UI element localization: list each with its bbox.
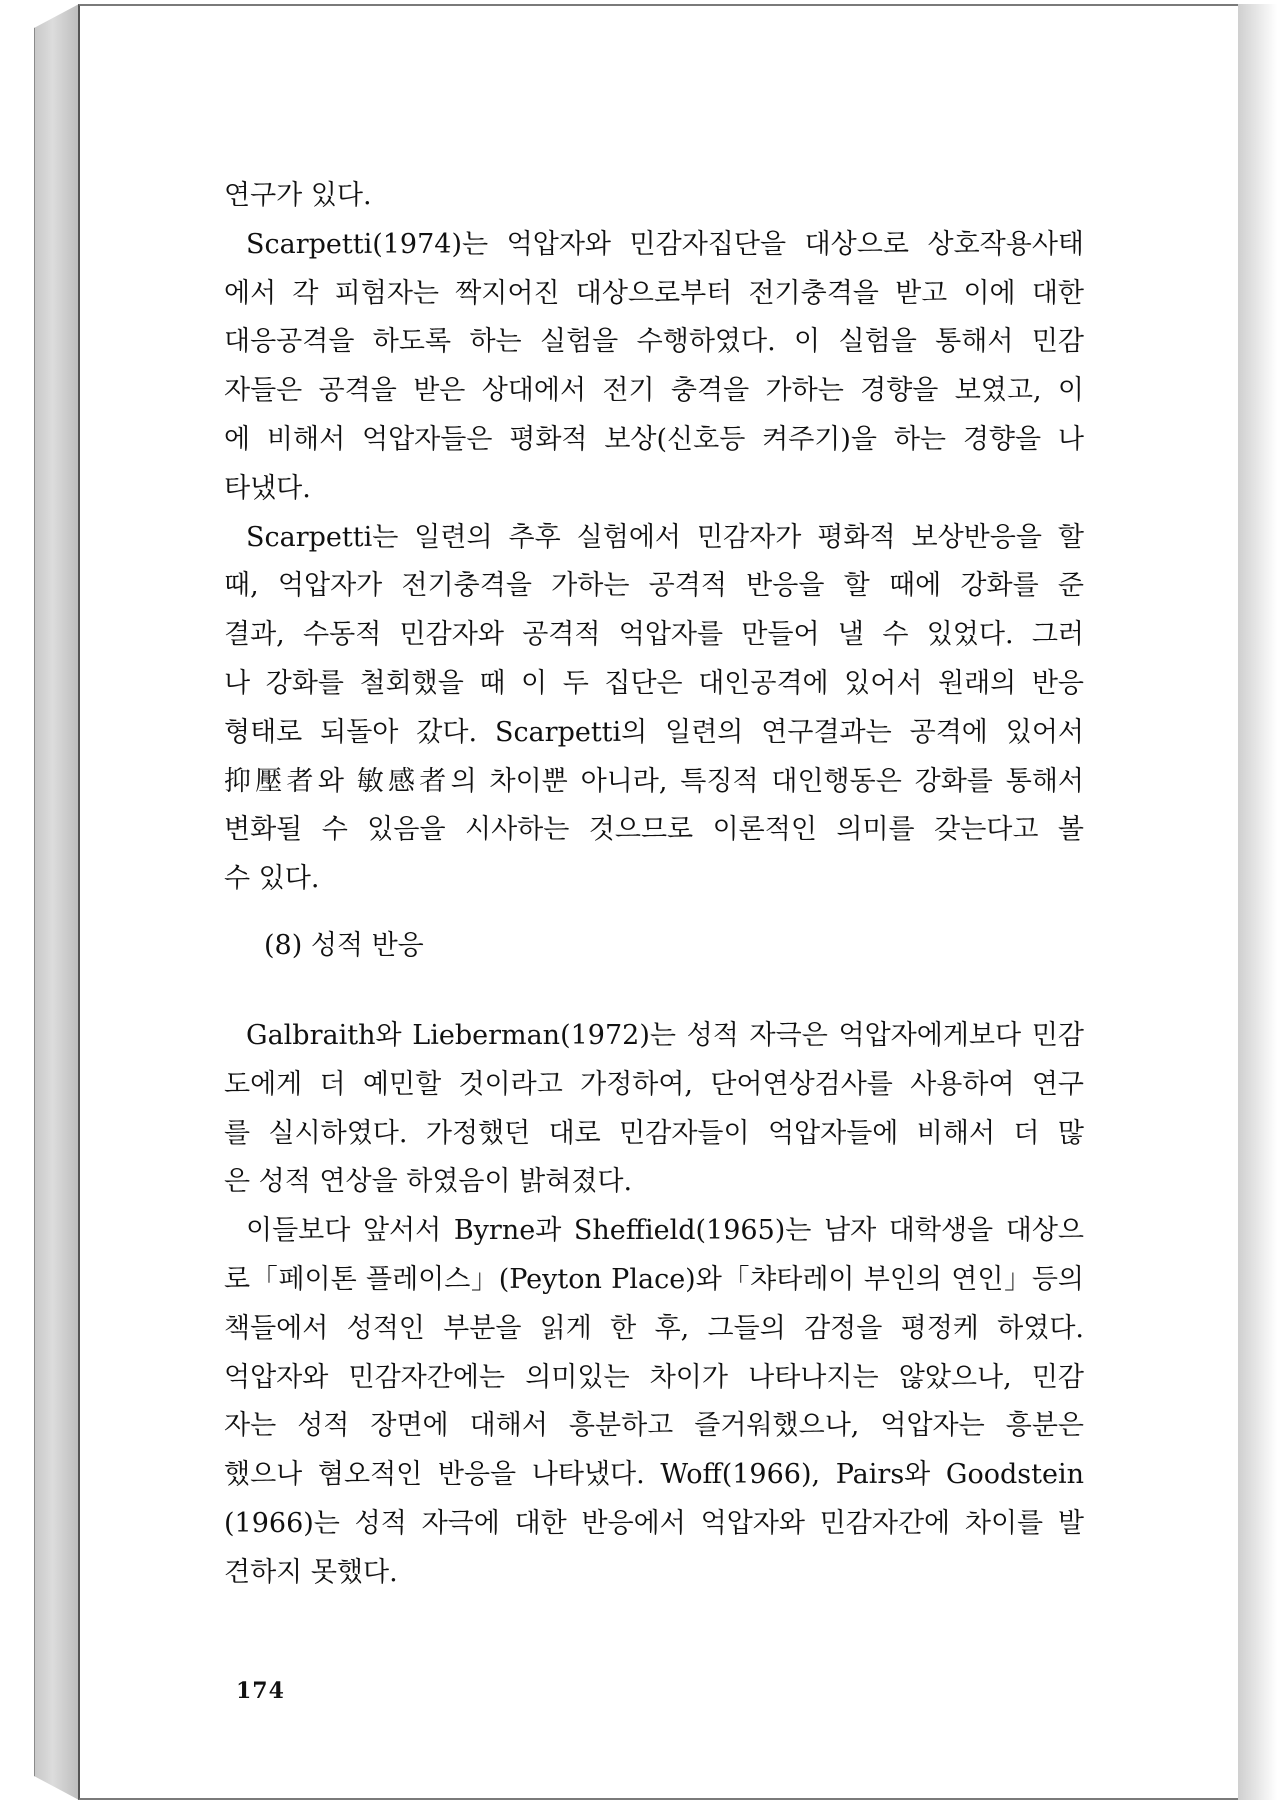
text-line: 도에게 더 예민할 것이라고 가정하여, 단어연상검사를 사용하여 연구	[224, 1068, 1084, 1100]
text-line: 은 성적 연상을 하였음이 밝혀졌다.	[224, 1166, 633, 1198]
text-line: 견하지 못했다.	[224, 1556, 398, 1588]
text-line: 로「페이톤 플레이스」(Peyton Place)와「챠타레이 부인의 연인」등의	[224, 1263, 1084, 1295]
text-line: Galbraith와 Lieberman(1972)는 성적 자극은 억압자에게보다 민감	[246, 1020, 1084, 1051]
text-line: 이들보다 앞서서 Byrne과 Sheffield(1965)는 남자 대학생을 대상으	[246, 1215, 1084, 1247]
body-text-section-2	[224, 1012, 1084, 1598]
text-line: 에 비해서 억압자들은 평화적 보상(신호등 켜주기)을 하는 경향을 나	[224, 423, 1084, 455]
page-number: 174	[236, 1678, 285, 1704]
text-line: 수 있다.	[224, 863, 320, 895]
text-line: 를 실시하였다. 가정했던 대로 민감자들이 억압자들에 비해서 더 많	[224, 1117, 1084, 1149]
text-line: 억압자와 민감자간에는 의미있는 차이가 나타나지는 않았으나, 민감	[224, 1361, 1084, 1393]
text-line: 연구가 있다.	[224, 180, 372, 211]
text-line: Scarpetti(1974)는 억압자와 민감자집단을 대상으로 상호작용사태	[246, 228, 1084, 260]
text-line: Scarpetti는 일련의 추후 실험에서 민감자가 평화적 보상반응을 할	[246, 521, 1084, 553]
text-line: 때, 억압자가 전기충격을 가하는 공격적 반응을 할 때에 강화를 준	[224, 570, 1084, 602]
section-heading: (8) 성적 반응	[264, 930, 424, 961]
book-spine	[34, 4, 79, 1800]
text-line: 했으나 혐오적인 반응을 나타냈다. Woff(1966), Pairs와 Goodstein	[224, 1459, 1084, 1491]
text-line: 결과, 수동적 민감자와 공격적 억압자를 만들어 낼 수 있었다. 그러	[224, 619, 1084, 651]
text-line: 抑壓者와 敏感者의 차이뿐 아니라, 특징적 대인행동은 강화를 통해서	[224, 765, 1084, 797]
text-line: 자들은 공격을 받은 상대에서 전기 충격을 가하는 경향을 보였고, 이	[224, 375, 1084, 407]
text-line: (1966)는 성적 자극에 대한 반응에서 억압자와 민감자간에 차이를 발	[224, 1507, 1084, 1539]
text-line: 대응공격을 하도록 하는 실험을 수행하였다. 이 실험을 통해서 민감	[224, 326, 1084, 358]
text-line: 에서 각 피험자는 짝지어진 대상으로부터 전기충격을 받고 이에 대한	[224, 277, 1084, 309]
text-line: 자는 성적 장면에 대해서 흥분하고 즐거워했으나, 억압자는 흥분은	[224, 1410, 1084, 1442]
text-line: 변화될 수 있음을 시사하는 것으므로 이론적인 의미를 갖는다고 볼	[224, 814, 1084, 846]
text-line: 타냈다.	[224, 472, 311, 504]
text-line: 형태로 되돌아 갔다. Scarpetti의 일련의 연구결과는 공격에 있어서	[224, 716, 1084, 748]
page-edge-shadow	[1238, 4, 1277, 1800]
body-text-section-1	[224, 172, 1084, 904]
text-line: 책들에서 성적인 부분을 읽게 한 후, 그들의 감정을 평정케 하였다.	[224, 1312, 1084, 1344]
text-line: 나 강화를 철회했을 때 이 두 집단은 대인공격에 있어서 원래의 반응	[224, 667, 1084, 699]
